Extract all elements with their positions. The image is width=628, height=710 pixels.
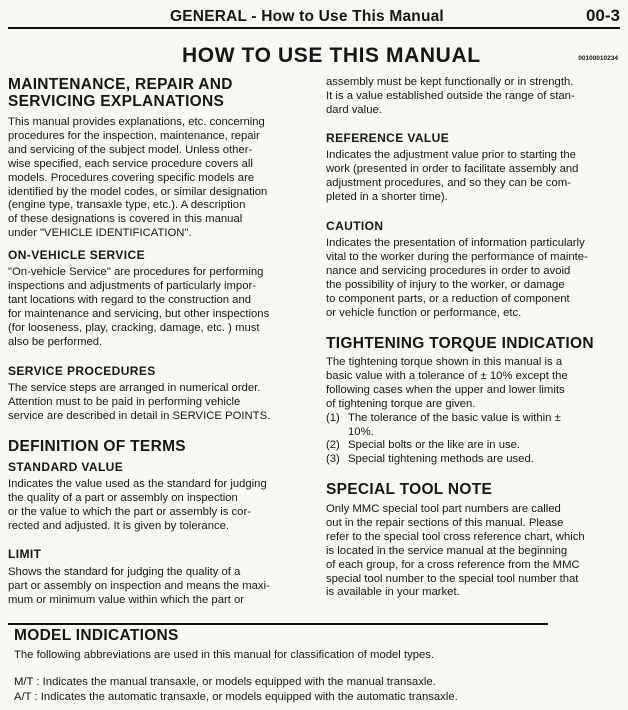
tightening-torque-text: The tightening torque shown in this manual is a basic value with a tolerance of ± 10% except the following cases when the upper and lower limits of tightening torque are given.: [326, 356, 568, 410]
service-procedures-section: [8, 364, 298, 424]
header-rule: [8, 27, 620, 29]
limit-heading: LIMIT: [8, 547, 42, 561]
abbreviation-row: [14, 676, 436, 688]
on-vehicle-section: [8, 248, 298, 349]
document-code: 00100010234: [578, 55, 618, 62]
torque-list-item: (2) Special bolts or the like are in use.: [326, 439, 521, 452]
torque-list-item: (3) Special tightening methods are used.: [326, 453, 534, 466]
caution-section: [326, 219, 610, 320]
model-indications-heading: MODEL INDICATIONS: [14, 627, 179, 644]
reference-value-text: Indicates the adjustment value prior to starting the work (presented in order to facilitate assembly and adjustment procedures, and so they can be com- pleted in a shorter time).: [326, 149, 579, 203]
header-title: GENERAL - How to Use This Manual: [170, 8, 444, 25]
caution-heading: CAUTION: [326, 219, 384, 233]
model-indications-intro: The following abbreviations are used in this manual for classification of model types.: [14, 649, 435, 661]
limit-text: Shows the standard for judging the quality of a part or assembly on inspection and means the maxi- mum or minimum value within which the part or: [8, 566, 270, 606]
standard-value-heading: STANDARD VALUE: [8, 460, 124, 474]
limit-section: [8, 547, 298, 608]
page-title: HOW TO USE THIS MANUAL: [182, 44, 481, 67]
maintenance-section: [8, 76, 298, 241]
abbreviation-code: M/T: [14, 676, 34, 688]
torque-list-item: (1) The tolerance of the basic value is within ± 10%.: [326, 411, 561, 438]
reference-value-section: [326, 131, 610, 205]
on-vehicle-text: "On-vehicle Service" are procedures for performing inspections and adjustments of particularly impor- tant locations with regard to the construction and for maintenance and servicing, but other inspections (for looseness, play, cracking, damage, etc. ) must also be performed.: [8, 266, 270, 348]
tightening-torque-section: [326, 335, 610, 467]
maintenance-text: This manual provides explanations, etc. concerning procedures for the inspection, maintenance, repair and servicing of the subject model. Unless other- wise specified, each service procedure covers all models. Procedures covering specific models are identified by the model codes, or similar designation (engine type, transaxle type, etc.). A description of these designations is covered in this manual under "VEHICLE IDENTIFICATION".: [8, 116, 268, 240]
tightening-torque-heading: TIGHTENING TORQUE INDICATION: [326, 335, 594, 352]
special-tool-heading: SPECIAL TOOL NOTE: [326, 481, 493, 498]
abbreviation-row: [14, 691, 458, 703]
on-vehicle-heading: ON-VEHICLE SERVICE: [8, 248, 146, 262]
abbreviation-code: A/T: [14, 691, 32, 703]
definition-section: [8, 438, 298, 534]
standard-value-text: Indicates the value used as the standard for judging the quality of a part or assembly on inspection or the value to which the part or assembly is cor- rected and adjusted. It is given by tolerance.: [8, 478, 267, 532]
reference-value-heading: REFERENCE VALUE: [326, 131, 450, 145]
definition-heading: DEFINITION OF TERMS: [8, 438, 186, 455]
service-procedures-heading: SERVICE PROCEDURES: [8, 364, 156, 378]
maintenance-heading: MAINTENANCE, REPAIR AND SERVICING EXPLANATIONS: [8, 76, 233, 110]
special-tool-text: Only MMC special tool part numbers are called out in the repair sections of this manual. Please refer to the special tool cross reference chart, which is located in the service manual at the beginning of each group, for a cross reference from the MMC special tool number to the special tool number that is available in your market.: [326, 503, 585, 599]
abbreviation-text: : Indicates the manual transaxle, or models equipped with the manual transaxle.: [36, 676, 436, 688]
page-number: 00-3: [585, 6, 620, 25]
caution-text: Indicates the presentation of information particularly vital to the worker during the performance of mainte- nance and servicing procedures in order to avoid the possibility of injury to the worker, or damage to component parts, or a reduction of component or vehicle function or performance, etc.: [326, 237, 588, 319]
limit-continued: assembly must be kept functionally or in strength. It is a value established outside the range of stan- dard value.: [326, 76, 575, 116]
abbreviation-text: : Indicates the automatic transaxle, or models equipped with the automatic transaxle.: [34, 691, 458, 703]
service-procedures-text: The service steps are arranged in numerical order. Attention must to be paid in performing vehicle service are described in detail in SERVICE POINTS.: [8, 382, 271, 422]
section-divider: [8, 623, 548, 625]
special-tool-section: [326, 481, 610, 600]
